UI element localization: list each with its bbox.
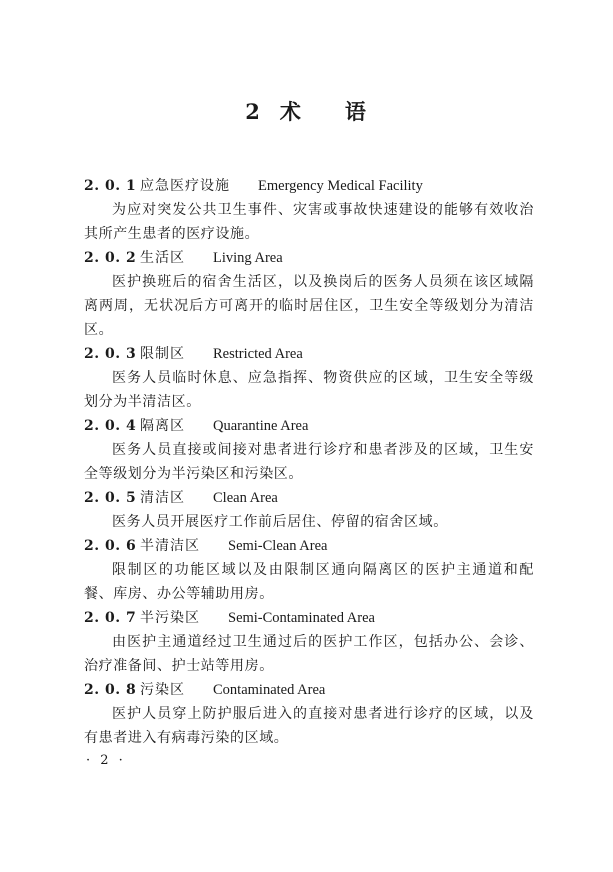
chapter-title xyxy=(0,97,613,127)
terms-list xyxy=(84,174,534,750)
term-heading xyxy=(84,246,534,270)
term-english-name: Semi-Contaminated Area xyxy=(228,610,375,626)
term-english-name: Semi-Clean Area xyxy=(228,538,328,554)
term-heading xyxy=(84,678,534,702)
term-entry xyxy=(84,486,534,534)
term-entry xyxy=(84,534,534,606)
term-definition: 为应对突发公共卫生事件、灾害或事故快速建设的能够有效收治其所产生患者的医疗设施。 xyxy=(84,202,534,242)
term-heading xyxy=(84,486,534,510)
term-english-name: Quarantine Area xyxy=(213,418,309,434)
term-number: 2. 0. 1 xyxy=(84,178,137,194)
term-english-name: Restricted Area xyxy=(213,346,303,362)
term-number: 2. 0. 5 xyxy=(84,490,137,506)
term-number: 2. 0. 6 xyxy=(84,538,137,554)
term-entry xyxy=(84,174,534,246)
page-number: · 2 · xyxy=(86,753,126,768)
term-chinese-name: 生活区 xyxy=(140,250,185,266)
term-english-name: Contaminated Area xyxy=(213,682,326,698)
term-entry xyxy=(84,342,534,414)
chapter-title-char-1: 术 xyxy=(279,99,303,124)
term-chinese-name: 清洁区 xyxy=(140,490,185,506)
term-english-name: Living Area xyxy=(213,250,283,266)
term-chinese-name: 隔离区 xyxy=(140,418,185,434)
term-number: 2. 0. 7 xyxy=(84,610,137,626)
term-number: 2. 0. 2 xyxy=(84,250,137,266)
term-definition: 限制区的功能区域以及由限制区通向隔离区的医护主通道和配餐、库房、办公等辅助用房。 xyxy=(84,562,534,602)
term-definition: 医护人员穿上防护服后进入的直接对患者进行诊疗的区域，以及有患者进入有病毒污染的区域。 xyxy=(84,706,534,746)
chapter-number: 2 xyxy=(245,99,262,124)
term-definition: 医护换班后的宿舍生活区，以及换岗后的医务人员须在该区域隔离两周，无状况后方可离开的临时居住区，卫生安全等级划分为清洁区。 xyxy=(84,274,534,338)
term-english-name: Clean Area xyxy=(213,490,278,506)
term-definition: 由医护主通道经过卫生通过后的医护工作区，包括办公、会诊、治疗准备间、护士站等用房。 xyxy=(84,634,534,674)
term-chinese-name: 应急医疗设施 xyxy=(140,178,230,194)
term-heading xyxy=(84,174,534,198)
term-number: 2. 0. 3 xyxy=(84,346,137,362)
term-entry xyxy=(84,414,534,486)
term-heading xyxy=(84,606,534,630)
term-entry xyxy=(84,246,534,342)
term-heading xyxy=(84,414,534,438)
term-chinese-name: 半污染区 xyxy=(140,610,200,626)
term-chinese-name: 污染区 xyxy=(140,682,185,698)
term-heading xyxy=(84,534,534,558)
term-number: 2. 0. 4 xyxy=(84,418,137,434)
term-number: 2. 0. 8 xyxy=(84,682,137,698)
term-definition: 医务人员开展医疗工作前后居住、停留的宿舍区域。 xyxy=(112,514,448,530)
term-definition: 医务人员直接或间接对患者进行诊疗和患者涉及的区域，卫生安全等级划分为半污染区和污染区。 xyxy=(84,442,534,482)
term-chinese-name: 半清洁区 xyxy=(140,538,200,554)
term-entry xyxy=(84,606,534,678)
term-entry xyxy=(84,678,534,750)
term-english-name: Emergency Medical Facility xyxy=(258,178,423,194)
chapter-title-char-2: 语 xyxy=(344,99,368,124)
term-definition: 医务人员临时休息、应急指挥、物资供应的区域，卫生安全等级划分为半清洁区。 xyxy=(84,370,534,410)
term-heading xyxy=(84,342,534,366)
term-chinese-name: 限制区 xyxy=(140,346,185,362)
